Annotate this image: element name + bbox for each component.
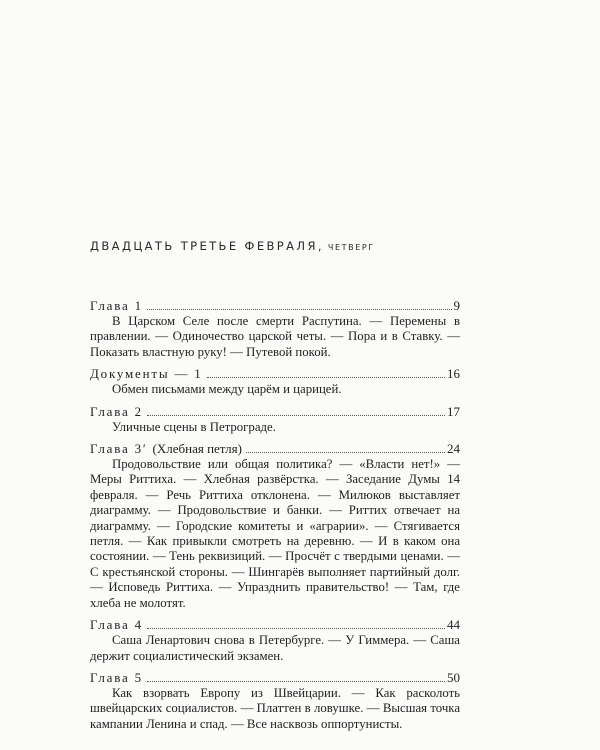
toc-entry-heading [90,404,460,419]
page-number: 50 [447,669,460,685]
section-date: ДВАДЦАТЬ ТРЕТЬЕ ФЕВРАЛЯ, [90,239,324,253]
dot-leader [147,681,445,682]
page-number: 17 [447,403,460,419]
chapter-summary: В Царском Селе после смерти Распутина. — Перемены в правлении. — Одиночество царской четы. — Пора и в Ставку. — Показать властную руку! — Путевой покой. [90,314,460,359]
toc-entry-heading [90,441,460,456]
toc-entry [90,441,460,611]
dot-leader [246,452,445,453]
chapter-label: Глава 2 [90,403,143,419]
page-number: 9 [453,298,460,313]
toc-entry-heading [90,298,460,313]
toc-entry [90,617,460,664]
chapter-subtitle: (Хлебная петля) [152,441,242,457]
dot-leader [147,309,452,310]
chapter-label: Глава 4 [90,617,143,633]
chapter-summary: Как взорвать Европу из Швейцарии. — Как расколоть швейцарских социалистов. — Платтен в ловушке. — Высшая точка кампании Ленина и спад. — Все насквозь оппортунисты. [90,685,460,731]
page-number: 44 [447,617,460,633]
dot-leader [147,628,445,629]
toc-entry-heading [90,670,460,685]
chapter-summary: Продовольствие или общая политика? — «Власти нет!» — Меры Риттиха. — Хлебная развёрстка. — Заседание Думы 14 февраля. — Речь Риттиха отклонена. — Милюков выставляет диаграмму. — Продовольствие и банки. — Риттих отвечает на диаграмму. — Городские комитеты и «аграрии». — Стягивается петля. — Как привыкли смотреть на деревню. — И в каком она состоянии. — Тень реквизиций. — Просчёт с твердыми ценами. — С крестьянской стороны. — Шингарёв выполняет партийный долг. — Исповедь Риттиха. — Упразднить правительство! — Там, где хлеба не молотят. [90,457,460,610]
chapter-label: Глава 1 [90,298,143,313]
chapter-summary: Саша Ленартович снова в Петербурге. — У Гиммера. — Саша держит социалистический экзамен. [90,633,460,663]
page-number: 24 [447,441,460,457]
dot-leader [207,377,445,378]
chapter-label: Глава 5 [90,669,143,685]
chapter-label: Документы — 1 [90,366,203,382]
dot-leader [147,415,445,416]
section-title [90,239,375,253]
toc-entry [90,298,460,360]
chapter-label: Глава 3′ [90,441,148,457]
section-weekday: ЧЕТВЕРГ [327,243,375,252]
page-number: 16 [447,366,460,382]
toc-entry [90,670,460,732]
toc-entry-heading [90,366,460,381]
chapter-summary: Уличные сцены в Петрограде. [112,419,276,434]
toc-entry-heading [90,617,460,632]
table-of-contents [90,298,460,732]
chapter-summary: Обмен письмами между царём и царицей. [112,382,342,397]
toc-entry [90,366,460,397]
toc-entry [90,404,460,435]
